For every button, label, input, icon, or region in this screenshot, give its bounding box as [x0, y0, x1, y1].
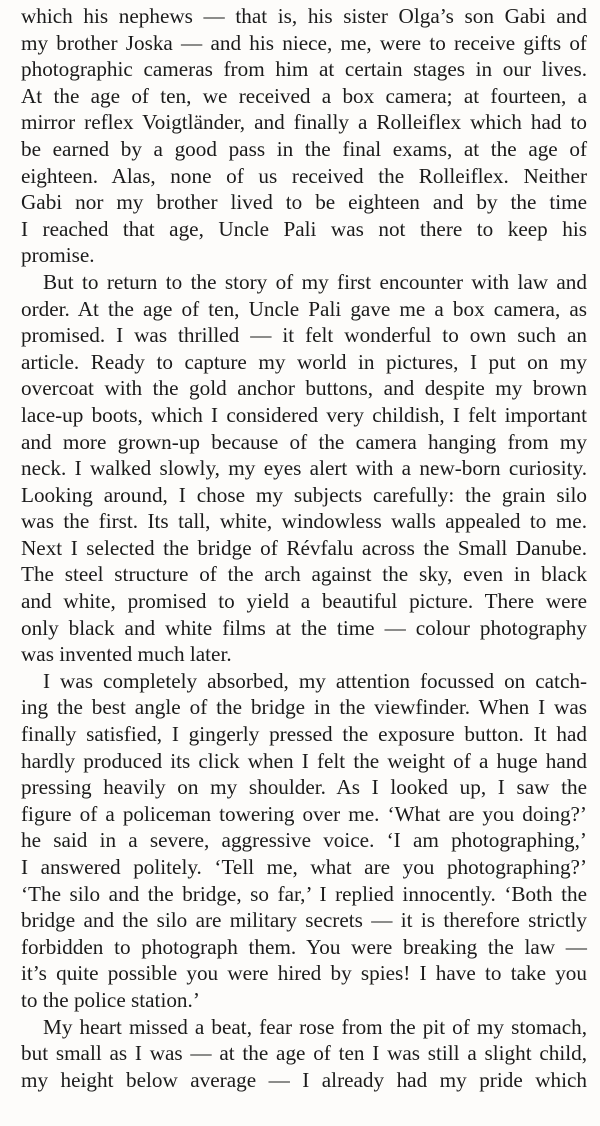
text-line: figure of a policeman towering over me. ‘What are you doing?’	[21, 801, 587, 826]
text-line: and more grown-up because of the camera hanging from my	[21, 429, 587, 454]
text-line: be earned by a good pass in the final exams, at the age of	[21, 136, 587, 161]
text-line: At the age of ten, we received a box camera; at fourteen, a	[21, 83, 587, 108]
text-line: my height below average — I already had my pride which	[21, 1067, 587, 1092]
text-line: only black and white films at the time — colour photography	[21, 615, 587, 640]
text-line: pressing heavily on my shoulder. As I looked up, I saw the	[21, 775, 587, 800]
page-body-text	[21, 3, 587, 1093]
text-line: to the police station.’	[21, 987, 200, 1012]
text-line: I reached that age, Uncle Pali was not there to keep his	[21, 216, 587, 241]
text-line: I was completely absorbed, my attention focussed on catch-	[43, 668, 587, 693]
text-line: he said in a severe, aggressive voice. ‘I am photographing,’	[21, 828, 587, 853]
text-line: overcoat with the gold anchor buttons, and despite my brown	[21, 376, 587, 401]
text-line: ing the best angle of the bridge in the viewfinder. When I was	[21, 695, 587, 720]
text-line: was the first. Its tall, white, windowless walls appealed to me.	[21, 509, 587, 534]
text-line: finally satisfied, I gingerly pressed the exposure button. It had	[21, 722, 587, 747]
text-line: But to return to the story of my first encounter with law and	[43, 269, 587, 294]
text-line: promise.	[21, 243, 95, 268]
text-line: and white, promised to yield a beautiful picture. There were	[21, 589, 587, 614]
text-line: The steel structure of the arch against the sky, even in black	[21, 562, 587, 587]
text-line: was invented much later.	[21, 642, 232, 667]
text-line: article. Ready to capture my world in pictures, I put on my	[21, 349, 587, 374]
text-line: Looking around, I chose my subjects carefully: the grain silo	[21, 482, 587, 507]
text-line: ‘The silo and the bridge, so far,’ I replied innocently. ‘Both the	[21, 881, 587, 906]
text-line: order. At the age of ten, Uncle Pali gave me a box camera, as	[21, 296, 587, 321]
text-line: Gabi nor my brother lived to be eighteen and by the time	[21, 190, 587, 215]
text-line: forbidden to photograph them. You were breaking the law —	[21, 934, 587, 959]
text-line: which his nephews — that is, his sister Olga’s son Gabi and	[21, 4, 587, 28]
text-line: hardly produced its click when I felt the weight of a huge hand	[21, 748, 587, 773]
text-line: lace-up boots, which I considered very childish, I felt important	[21, 402, 587, 427]
text-line: My heart missed a beat, fear rose from the pit of my stomach,	[43, 1014, 587, 1039]
text-line: I answered politely. ‘Tell me, what are you photographing?’	[21, 855, 587, 879]
text-line: my brother Joska — and his niece, me, were to receive gifts of	[21, 30, 587, 55]
text-line: promised. I was thrilled — it felt wonderful to own such an	[21, 323, 587, 348]
text-line: bridge and the silo are military secrets — it is therefore strictly	[21, 908, 587, 933]
paragraph	[21, 269, 587, 668]
paragraph	[21, 1014, 587, 1094]
text-line: but small as I was — at the age of ten I was still a slight child,	[21, 1041, 587, 1066]
text-line: eighteen. Alas, none of us received the Rolleiflex. Neither	[21, 163, 587, 188]
text-line: neck. I walked slowly, my eyes alert with a new-born curiosity.	[21, 456, 587, 481]
text-line: Next I selected the bridge of Révfalu across the Small Danube.	[21, 535, 587, 560]
paragraph	[21, 3, 587, 269]
text-line: photographic cameras from him at certain stages in our lives.	[21, 57, 587, 82]
text-line: mirror reflex Voigtländer, and finally a Rolleiflex which had to	[21, 110, 587, 135]
text-line: it’s quite possible you were hired by spies! I have to take you	[21, 961, 587, 986]
paragraph	[21, 668, 587, 1014]
